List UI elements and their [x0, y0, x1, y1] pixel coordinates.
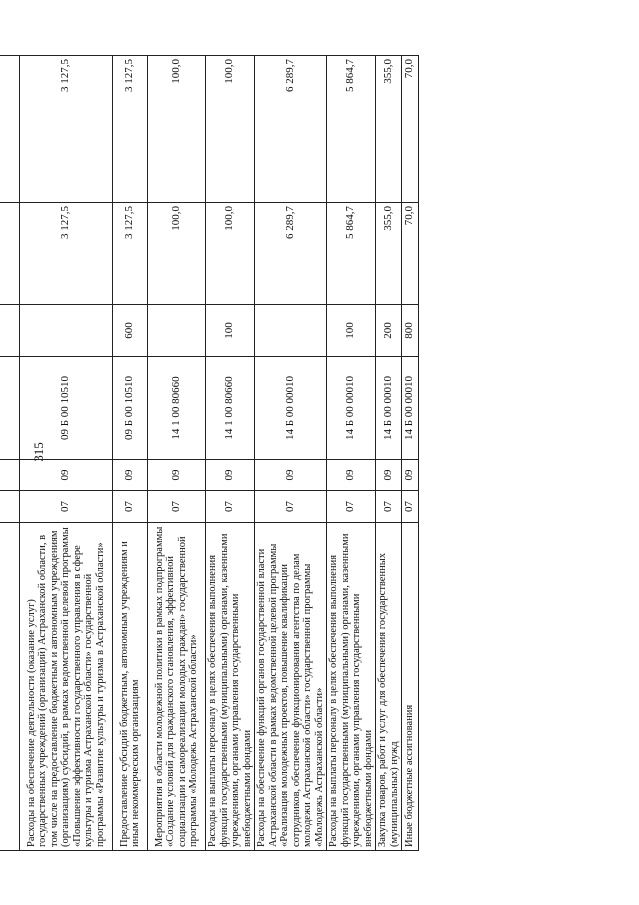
table-row — [148, 56, 206, 851]
row-2021: 6 289,7 — [255, 56, 327, 203]
row-rz: 07 — [376, 491, 402, 523]
header-rz — [0, 491, 20, 523]
row-rz: 07 — [402, 491, 419, 523]
row-name: Закупка товаров, работ и услуг для обеспечения государственных (муниципальных) нужд — [376, 523, 402, 851]
table-row — [113, 56, 148, 851]
row-2021: 3 127,5 — [113, 56, 148, 203]
row-name: Предоставление субсидий бюджетным, автономным учреждениям и иным некоммерческим организациям — [113, 523, 148, 851]
row-2020: 6 289,7 — [255, 203, 327, 305]
row-name: Расходы на выплаты персоналу в целях обеспечения выполнения функций государственными (муниципальными) органами, казенными учреждениями, органами управления государственными внебюджетными фондами — [206, 523, 255, 851]
row-name: Иные бюджетные ассигнования — [402, 523, 419, 851]
header-pr — [0, 460, 20, 491]
row-pr: 09 — [206, 460, 255, 491]
row-vr — [255, 305, 327, 357]
row-csr: 09 Б 00 10510 — [113, 357, 148, 460]
row-2021: 3 127,5 — [20, 56, 113, 203]
row-csr: 14 1 00 80660 — [206, 357, 255, 460]
row-rz: 07 — [20, 491, 113, 523]
row-2020: 3 127,5 — [20, 203, 113, 305]
row-name: Мероприятия в области молодежной политики в рамках подпрограммы «Создание условий для гражданского становления, эффективной социализации и самореализации молодых граждан» государственной программы «Молодежь Астраханской области» — [148, 523, 206, 851]
table-header-row — [0, 56, 20, 851]
row-2021: 100,0 — [206, 56, 255, 203]
header-2021 — [0, 56, 20, 203]
row-2020: 5 864,7 — [327, 203, 376, 305]
row-csr: 14 Б 00 00010 — [255, 357, 327, 460]
row-csr: 14 Б 00 00010 — [376, 357, 402, 460]
row-vr: 100 — [206, 305, 255, 357]
budget-table-rotated — [0, 56, 416, 851]
row-name: Расходы на обеспечение функций органов государственной власти Астраханской области в рамках ведомственной целевой программы «Реализация молодежных проектов, повышение квалификации сотрудников, обеспечение функционирования агентства по делам молодежи Астраханской области» государственной программы «Молодежь Астраханской области» — [255, 523, 327, 851]
row-2020: 355,0 — [376, 203, 402, 305]
row-2020: 70,0 — [402, 203, 419, 305]
row-pr: 09 — [402, 460, 419, 491]
row-2021: 70,0 — [402, 56, 419, 203]
row-2021: 100,0 — [148, 56, 206, 203]
header-csr — [0, 357, 20, 460]
row-pr: 09 — [255, 460, 327, 491]
table-row — [402, 56, 419, 851]
row-vr — [148, 305, 206, 357]
row-vr: 100 — [327, 305, 376, 357]
row-rz: 07 — [148, 491, 206, 523]
row-pr: 09 — [113, 460, 148, 491]
row-pr: 09 — [327, 460, 376, 491]
row-2021: 355,0 — [376, 56, 402, 203]
row-name: Расходы на обеспечение деятельности (оказание услуг) государственных учреждений (организаций) Астраханской области, в том числе на предоставление бюджетным и автономным учреждениям (организациям) субсидий, в рамках ведомственной целевой программы «Повышение эффективности государственного управления в сфере культуры и туризма Астраханской области» государственной программы «Развитие культуры и туризма в Астраханской области» — [20, 523, 113, 851]
header-vr — [0, 305, 20, 357]
row-csr: 14 Б 00 00010 — [402, 357, 419, 460]
row-vr: 800 — [402, 305, 419, 357]
page-number: 315 — [31, 442, 46, 462]
row-2020: 100,0 — [206, 203, 255, 305]
row-rz: 07 — [113, 491, 148, 523]
row-name: Расходы на выплаты персоналу в целях обеспечения выполнения функций государственными (муниципальными) органами, казенными учреждениями, органами управления государственными внебюджетными фондами — [327, 523, 376, 851]
table-row — [206, 56, 255, 851]
table-row — [20, 56, 113, 851]
header-name — [0, 523, 20, 851]
row-rz: 07 — [255, 491, 327, 523]
budget-table — [0, 55, 419, 851]
row-2020: 100,0 — [148, 203, 206, 305]
row-csr: 14 Б 00 00010 — [327, 357, 376, 460]
table-row — [327, 56, 376, 851]
row-vr: 200 — [376, 305, 402, 357]
row-rz: 07 — [206, 491, 255, 523]
table-row — [255, 56, 327, 851]
row-2021: 5 864,7 — [327, 56, 376, 203]
row-vr: 600 — [113, 305, 148, 357]
row-csr: 09 Б 00 10510 — [20, 357, 113, 460]
row-pr: 09 — [20, 460, 113, 491]
row-2020: 3 127,5 — [113, 203, 148, 305]
row-rz: 07 — [327, 491, 376, 523]
header-2020 — [0, 203, 20, 305]
table-row — [376, 56, 402, 851]
row-pr: 09 — [148, 460, 206, 491]
row-csr: 14 1 00 80660 — [148, 357, 206, 460]
row-pr: 09 — [376, 460, 402, 491]
row-vr — [20, 305, 113, 357]
